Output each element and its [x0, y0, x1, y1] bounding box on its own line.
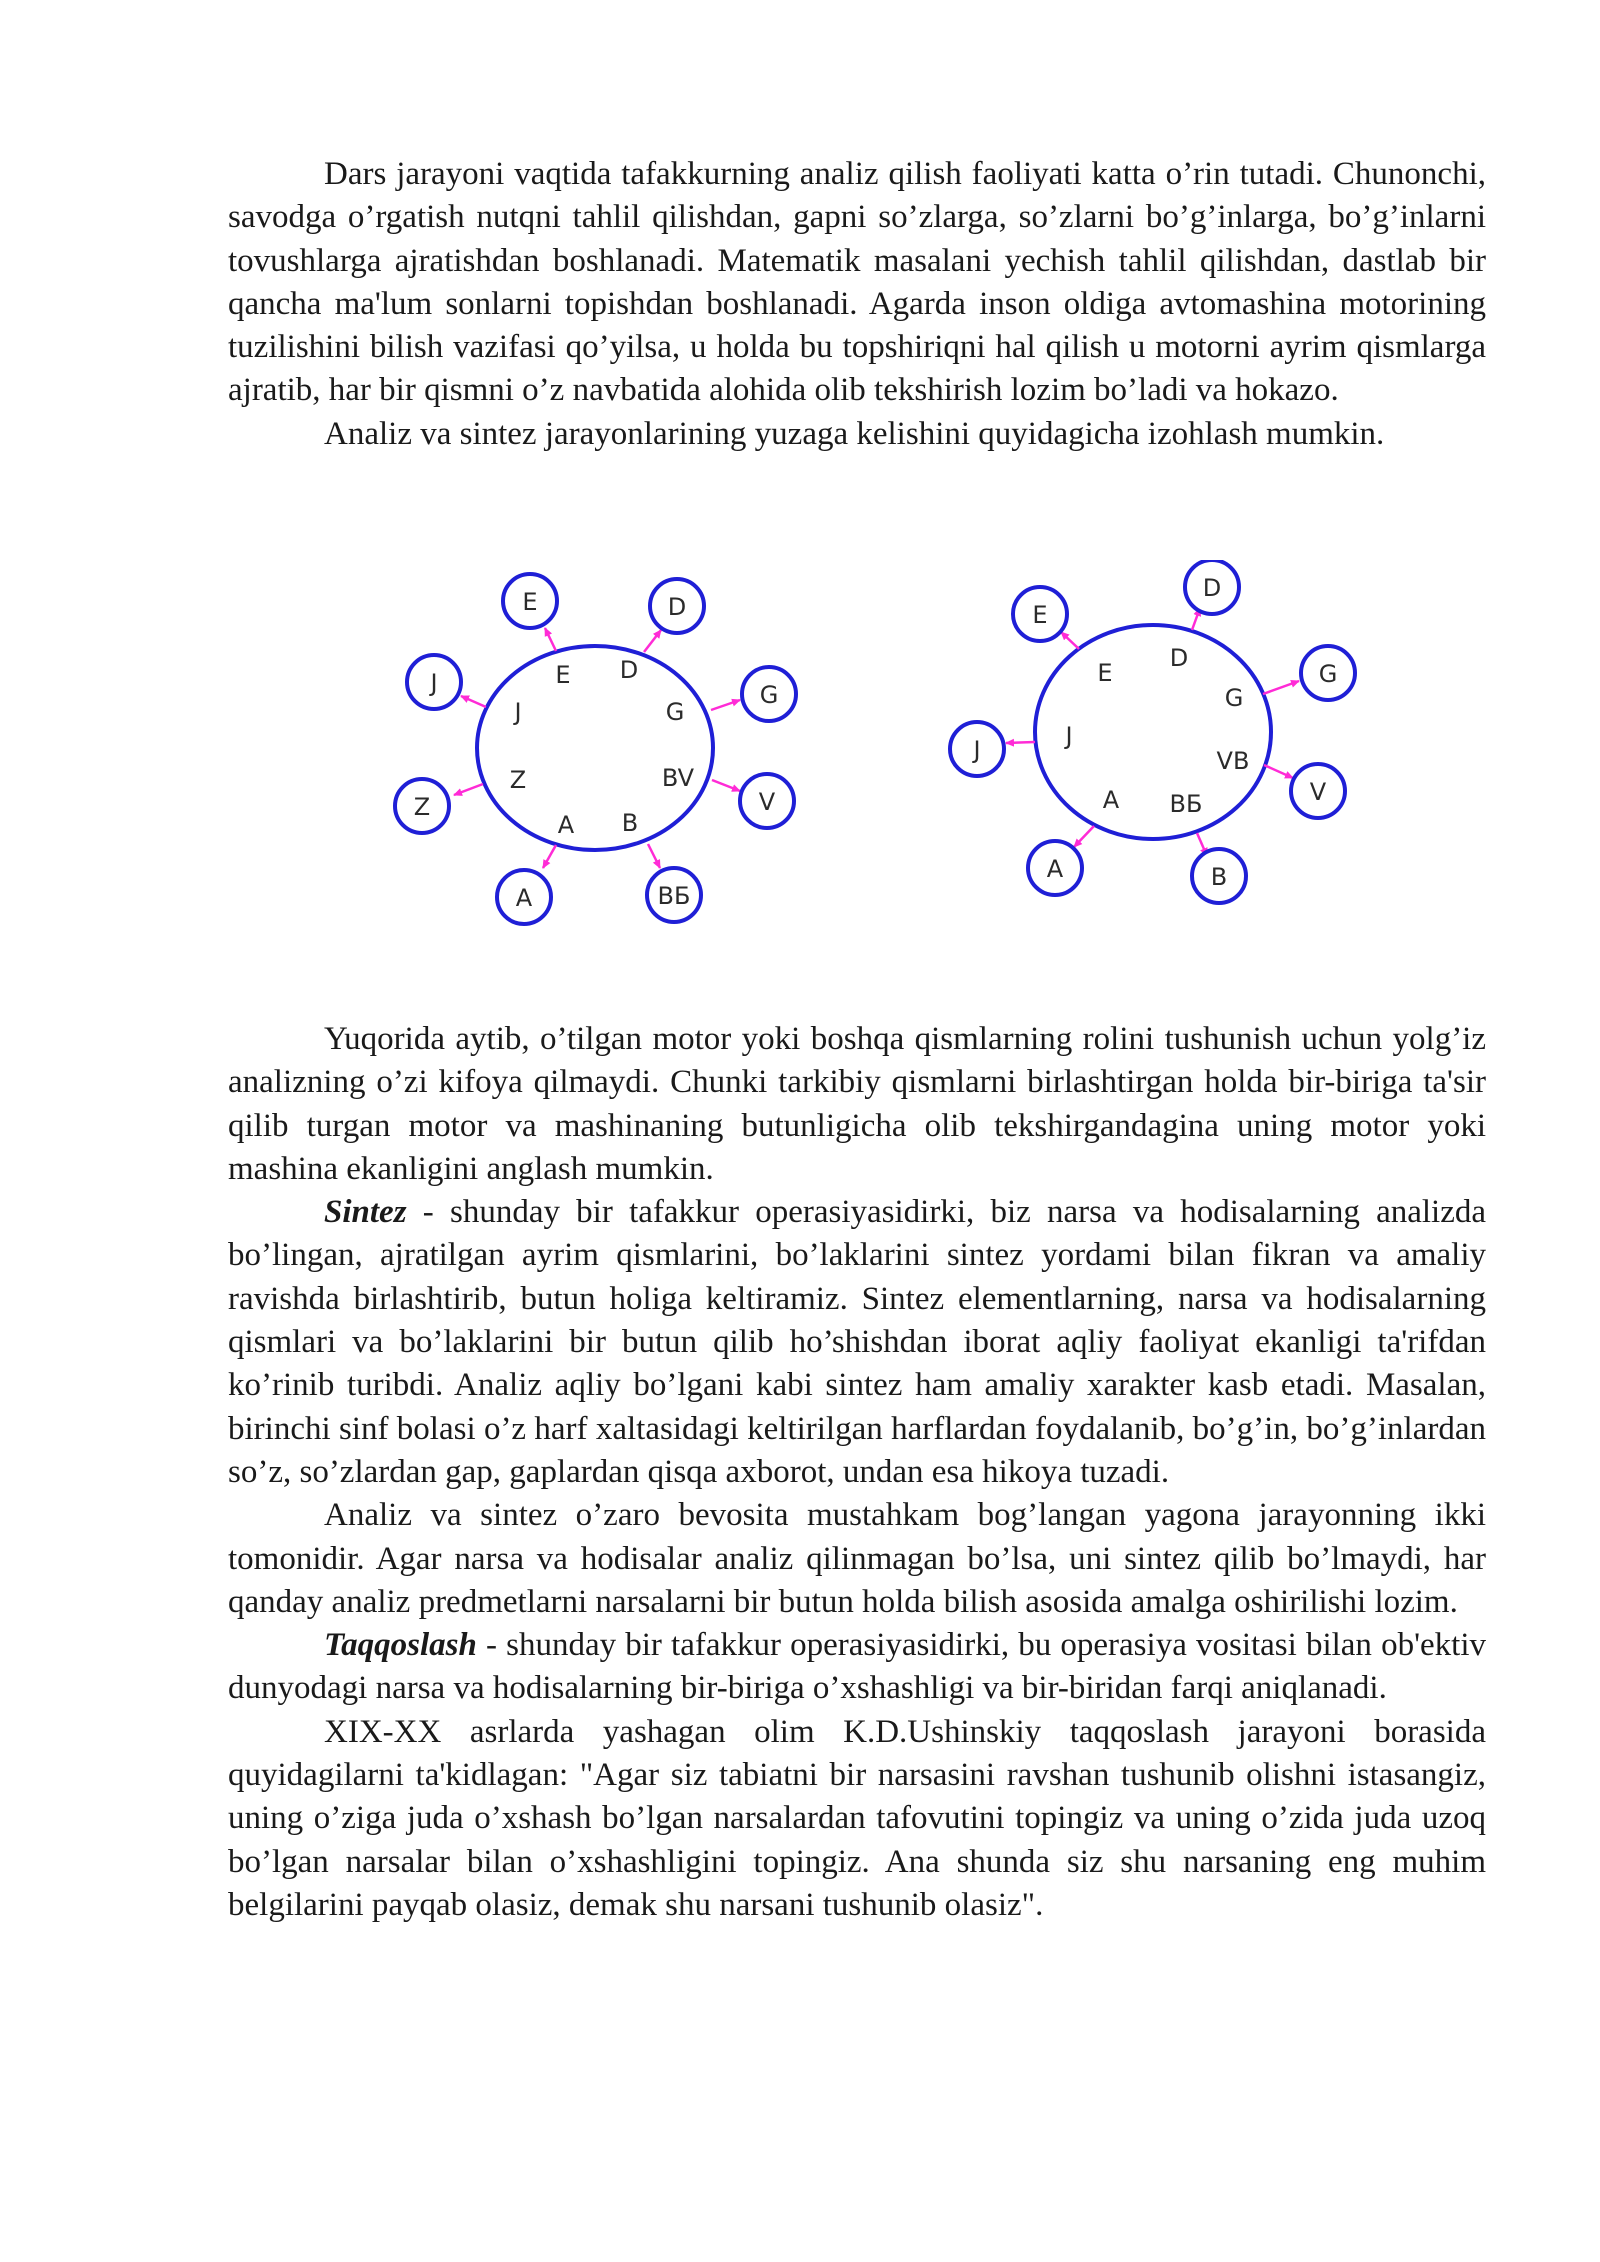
inner-label: ВБ [1169, 790, 1203, 818]
inner-label: J [514, 698, 522, 726]
inner-label: BV [661, 764, 695, 792]
bubble-label: D [1202, 574, 1222, 602]
paragraph-text: - shunday bir tafakkur operasiyasidirki, biz narsa va hodisalarning analizda bo’lingan, ajratilgan ayrim qismlarini, bo’laklarini sintez yordami bilan fikran va amaliy ravishda birlashtirib, butun holiga keltiramiz. Sintez elementlarning, narsa va hodisalarning qismlari va bo’laklarini bir butun qilib ho’shishdan iborat aqliy faoliyat ekanligi ta'rifdan ko’rinib turibdi. Analiz aqliy bo’lgani kabi sintez ham amaliy xarakter kasb etadi. Masalan, birinchi sinf bolasi o’z harf xaltasidagi keltirilgan harflardan foydalanib, bo’g’in, bo’g’inlardan so’z, so’zlardan gap, gaplardan qisqa axborot, undan esa hikoya tuzadi. [228, 1194, 1486, 1490]
main-circle [477, 646, 713, 850]
arrow [1061, 632, 1079, 649]
bubble-label: B [1210, 863, 1228, 891]
bubble-label: A [515, 884, 533, 912]
inner-label: B [621, 809, 639, 837]
bubble-label: V [1309, 778, 1327, 806]
inner-label: G [665, 698, 685, 726]
text-block-top [228, 153, 1486, 456]
term-emphasis: Sintez [324, 1194, 407, 1231]
paragraph [228, 1191, 1486, 1494]
text-block-bottom [228, 1018, 1486, 1927]
paragraph-text: - shunday bir tafakkur operasiyasidirki, bu operasiya vositasi bilan ob'ektiv dunyodagi narsa va hodisalarning bir-biriga o’xshashligi va bir-biridan farqi aniqlanadi. [228, 1627, 1486, 1707]
paragraph-text: Analiz va sintez o’zaro bevosita mustahkam bog’langan yagona jarayonning ikki tomonidir. Agar narsa va hodisalar analiz qilinmagan bo’lsa, uni sintez qilib bo’lmaydi, har qanday analiz predmetlarni narsalarni bir butun holda bilish asosida amalga oshirilishi lozim. [228, 1497, 1486, 1620]
diagram-right [950, 560, 1355, 903]
bubble-label: D [667, 593, 687, 621]
paragraph-text: XIX-XX asrlarda yashagan olim K.D.Ushinskiy taqqoslash jarayoni borasida quyidagilarni ta'kidlagan: "Agar siz tabiatni bir narsasini ravshan tushunib olishni istasangiz, uning o’ziga juda o’xshash bo’lgan narsalardan tafovutini topingiz va uning o’zida juda uzoq bo’lgan narsalar bilan o’xshashligini topingiz. Ana shunda siz shu narsaning eng muhim belgilarini payqab olasiz, demak shu narsani tushunib olasiz". [228, 1713, 1486, 1923]
arrow [711, 700, 740, 710]
arrow [454, 784, 483, 795]
inner-label: E [1097, 659, 1113, 687]
inner-label: Z [509, 766, 527, 794]
paragraph [228, 1711, 1486, 1927]
arrow [545, 628, 556, 651]
arrow [644, 630, 661, 652]
bubble-label: Z [413, 793, 431, 821]
inner-label: D [619, 656, 639, 684]
analysis-synthesis-figure [0, 560, 1600, 960]
term-emphasis: Taqqoslash [324, 1627, 477, 1664]
arrow [1074, 826, 1094, 847]
inner-label: A [557, 811, 575, 839]
bubble-label: V [758, 788, 776, 816]
inner-label: A [1102, 786, 1120, 814]
bubble-label: A [1046, 855, 1064, 883]
diagram-canvas [0, 560, 1600, 960]
inner-label: D [1169, 644, 1189, 672]
arrow [712, 780, 740, 791]
paragraph-text: Yuqorida aytib, o’tilgan motor yoki boshqa qismlarning rolini tushunish uchun yolg’iz analizning o’zi kifoya qilmaydi. Chunki tarkibiy qismlarni birlashtirgan holda bir-biriga ta'sir qilib turgan motor va mashinaning butunligicha olib tekshirgandagina uning motor yoki mashina ekanligini anglash mumkin. [228, 1021, 1486, 1187]
arrow [1264, 765, 1293, 778]
arrow [461, 696, 486, 707]
bubble-label: J [430, 669, 438, 697]
inner-label: G [1224, 684, 1244, 712]
bubble-label: G [759, 681, 779, 709]
paragraph [228, 1624, 1486, 1711]
paragraph: Analiz va sintez jarayonlarining yuzaga kelishini quyidagicha izohlash mumkin. [324, 415, 1385, 452]
bubble-label: E [1032, 601, 1048, 629]
arrow [543, 845, 556, 868]
inner-label: J [1065, 722, 1073, 750]
bubble-label: E [522, 588, 538, 616]
diagram-left [395, 574, 796, 924]
paragraph [228, 1018, 1486, 1191]
bubble-label: G [1318, 660, 1338, 688]
bubble-label: J [973, 736, 981, 764]
paragraph [228, 1494, 1486, 1624]
arrow [648, 844, 660, 868]
bubble-label: ВБ [657, 882, 691, 910]
inner-label: E [555, 661, 571, 689]
arrow [1263, 681, 1299, 694]
arrow [1006, 742, 1035, 743]
paragraph: Dars jarayoni vaqtida tafakkurning analiz qilish faoliyati katta o’rin tutadi. Chunonchi, savodga o’rgatish nutqni tahlil qilishdan, gapni so’zlarga, so’zlarni bo’g’inlarga, bo’g’inlarni tovushlarga ajratishdan boshlanadi. Matematik masalani yechish tahlil qilishdan, dastlab bir qancha ma'lum sonlarni topishdan boshlanadi. Agarda inson oldiga avtomashina motorining tuzilishini bilish vazifasi qo’yilsa, u holda bu topshiriqni hal qilish u motorni ayrim qismlarga ajratib, har bir qismni o’z navbatida alohida olib tekshirish lozim bo’ladi va hokazo. [228, 156, 1486, 409]
inner-label: VB [1216, 747, 1250, 775]
